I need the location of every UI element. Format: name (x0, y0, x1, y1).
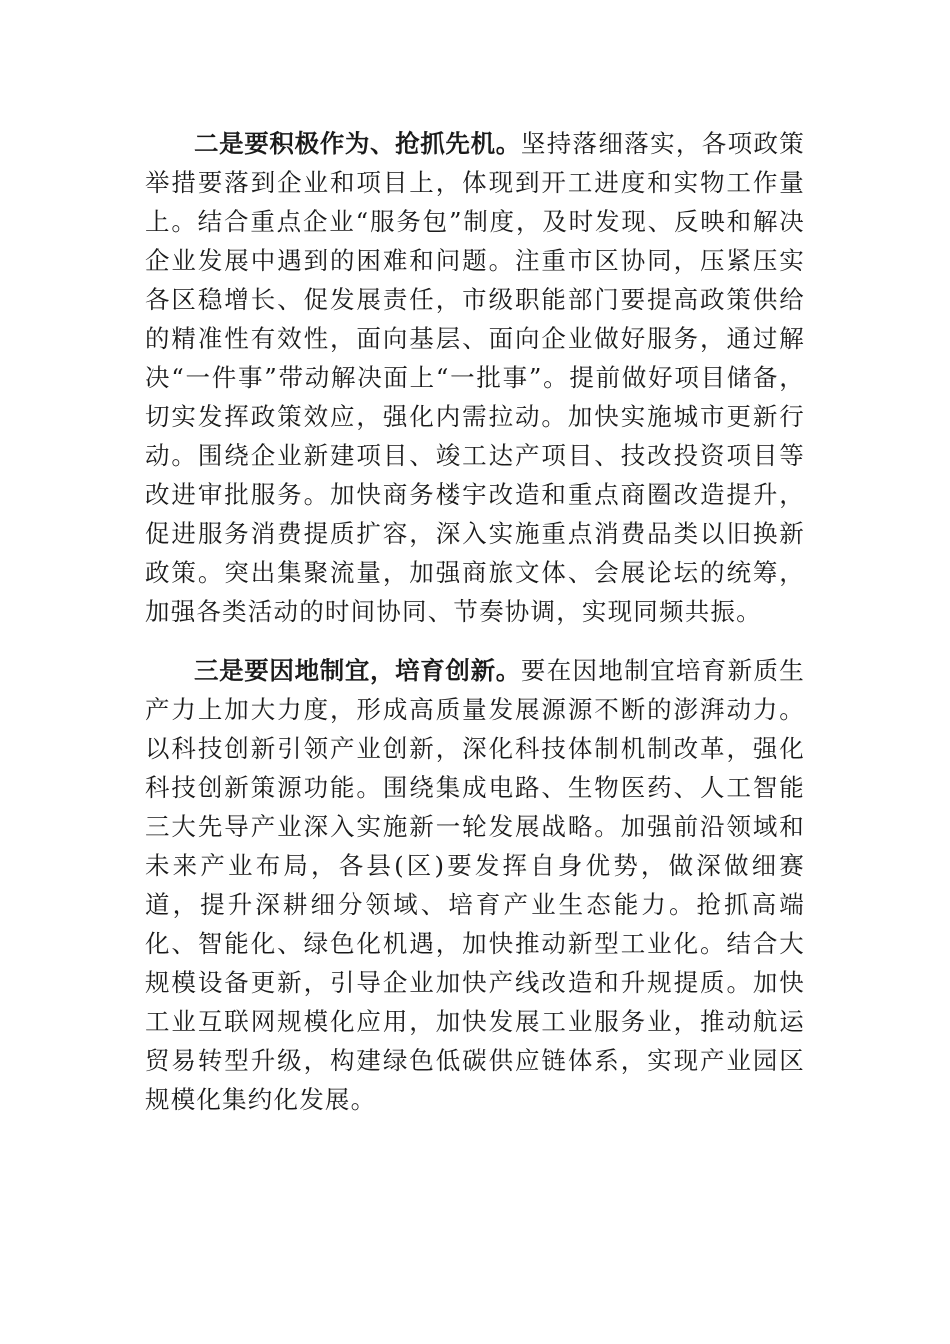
paragraph-third-point (145, 651, 805, 1119)
paragraph-body-text: 坚持落细落实，各项政策举措要落到企业和项目上，体现到开工进度和实物工作量上。结合重点企业“服务包”制度，及时发现、反映和解决企业发展中遇到的困难和问题。注重市区协同，压紧压实各区稳增长、促发展责任，市级职能部门要提高政策供给的精准性有效性，面向基层、面向企业做好服务，通过解决“一件事”带动解决面上“一批事”。提前做好项目储备，切实发挥政策效应，强化内需拉动。加快实施城市更新行动。围绕企业新建项目、竣工达产项目、技改投资项目等改进审批服务。加快商务楼宇改造和重点商圈改造提升，促进服务消费提质扩容，深入实施重点消费品类以旧换新政策。突出集聚流量，加强商旅文体、会展论坛的统筹，加强各类活动的时间协同、节奏协调，实现同频共振。 (145, 129, 806, 626)
paragraph-second-point (145, 124, 805, 631)
paragraph-lead-heading: 二是要积极作为、抢抓先机。 (194, 129, 521, 158)
paragraph-body-text: 要在因地制宜培育新质生产力上加大力度，形成高质量发展源源不断的澎湃动力。以科技创新引领产业创新，深化科技体制机制改革，强化科技创新策源功能。围绕集成电路、生物医药、人工智能三大先导产业深入实施新一轮发展战略。加强前沿领域和未来产业布局，各县(区)要发挥自身优势，做深做细赛道，提升深耕细分领域、培育产业生态能力。抢抓高端化、智能化、绿色化机遇，加快推动新型工业化。结合大规模设备更新，引导企业加快产线改造和升规提质。加快工业互联网规模化应用，加快发展工业服务业，推动航运贸易转型升级，构建绿色低碳供应链体系，实现产业园区规模化集约化发展。 (145, 656, 806, 1114)
document-page (145, 124, 805, 1119)
paragraph-lead-heading: 三是要因地制宜，培育创新。 (194, 656, 521, 685)
